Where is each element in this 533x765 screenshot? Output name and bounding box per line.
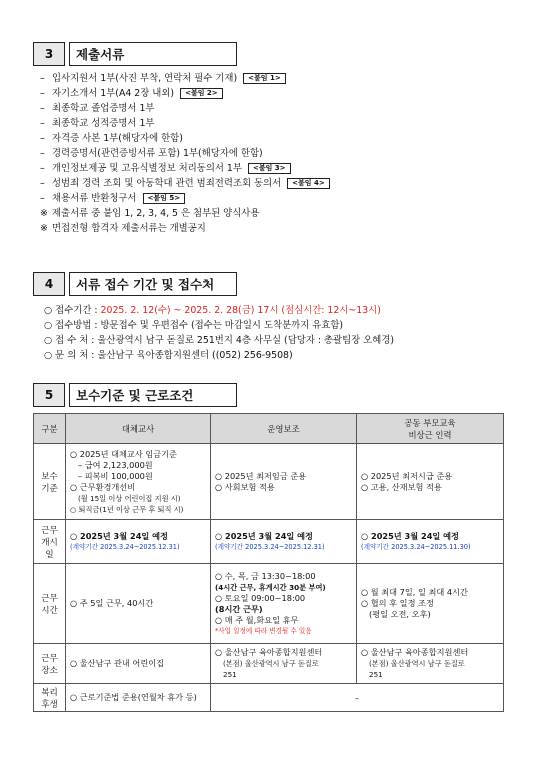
list-item: [40, 116, 510, 131]
list-bullet: –: [40, 178, 45, 189]
cell-line: (8시간 근무): [215, 603, 263, 614]
header-operation-assistant: 운영보조: [211, 414, 357, 444]
start-col1: [66, 520, 211, 564]
cell-line: ○ 울산남구 육아종합지원센터: [361, 647, 469, 657]
section-4-number: 4: [33, 272, 65, 296]
cell-line: ○ 월 최대 7일, 일 최대 4시간: [361, 587, 468, 597]
application-contact: ○ 문 의 처 : 울산남구 육아종합지원센터 ((052) 256-9508): [44, 350, 293, 361]
hours-col3: [357, 564, 504, 644]
row-label-line: 복리: [41, 687, 58, 698]
section-3-number: 3: [33, 42, 65, 66]
cell-line: ○ 2025년 대체교사 임금기준: [70, 448, 177, 459]
list-bullet: –: [40, 88, 45, 99]
section-5-number: 5: [33, 383, 65, 407]
list-item-text: 입사지원서 1부(사진 부착, 연락처 필수 기재): [52, 73, 238, 84]
list-item: [40, 221, 510, 236]
row-label-line: 시간: [41, 605, 58, 616]
table-row: [34, 644, 504, 684]
cell-line: *사업 일정에 따라 변경될 수 있음: [215, 626, 312, 635]
list-item-text: 제출서류 중 붙임 1, 2, 3, 4, 5 은 첨부된 양식사용: [52, 208, 260, 219]
list-item-text: 자기소개서 1부(A4 2장 내외): [52, 88, 175, 99]
list-item: [40, 71, 510, 86]
row-label-pay: [34, 444, 66, 520]
row-label-hours: [34, 564, 66, 644]
cell-line: ○ 2025년 3월 24일 예정: [215, 530, 313, 541]
cell-line: 251: [223, 670, 237, 679]
application-method: ○ 접수방법 : 방문접수 및 우편접수 (접수는 마감일시 도착분까지 유효함): [44, 320, 344, 331]
cell-line: (계약기간 2025.3.24~2025.11.30): [361, 542, 471, 551]
pay-col2: [211, 444, 357, 520]
cell-line: ○ 2025년 3월 24일 예정: [70, 530, 168, 541]
row-label-welfare: [34, 684, 66, 712]
list-item-text: 최종학교 졸업증명서 1부: [52, 103, 155, 114]
cell-line: 251: [369, 670, 383, 679]
list-item-text: 성범죄 경력 조회 및 아동학대 관련 범죄전력조회 동의서: [52, 178, 282, 189]
period-value: 2025. 2. 12(수) ~ 2025. 2. 28(금) 17시 (점심시간: 12시~13시): [100, 305, 381, 316]
cell-line: ○ 주 5일 근무, 40시간: [70, 598, 154, 608]
cell-line: (본점) 울산광역시 남구 돋질로: [223, 659, 319, 668]
cell-line: ○ 고용, 산재보험 적용: [361, 481, 442, 492]
list-bullet: –: [40, 163, 45, 174]
cell-line: ○ 토요일 09:00~18:00: [215, 592, 306, 603]
row-label-line: 후생: [41, 699, 58, 710]
list-item: [40, 161, 510, 176]
section-4-header: [33, 272, 237, 296]
cell-line: (계약기간 2025.3.24~2025.12.31): [215, 542, 325, 551]
list-bullet: ※: [40, 208, 48, 219]
list-bullet: –: [40, 118, 45, 129]
welfare-col1: [66, 684, 211, 712]
attachment-tag: <붙임 4>: [287, 178, 330, 189]
row-label-line: 보수: [41, 471, 58, 482]
row-label-line: 장소: [41, 665, 58, 676]
table-row: [34, 444, 504, 520]
section-4-title: 서류 접수 기간 및 접수처: [69, 272, 237, 296]
required-documents-list: [40, 71, 510, 236]
cell-line: ○ 퇴직금(1년 이상 근무 후 퇴직 시): [70, 504, 184, 514]
row-label-place: [34, 644, 66, 684]
row-label-line: 근무: [41, 525, 58, 536]
cell-line: ○ 2025년 최저시급 준용: [361, 470, 453, 481]
header-parent-education: [357, 414, 504, 444]
cell-line: (본점) 울산광역시 남구 돋질로: [369, 659, 465, 668]
table-row: [34, 564, 504, 644]
list-item-text: 자격증 사본 1부(해당자에 한함): [52, 133, 183, 144]
section-5-title: 보수기준 및 근로조건: [69, 383, 237, 407]
cell-line: ○ 근무환경개선비: [70, 481, 136, 492]
cell-line: – 피복비 100,000원: [78, 470, 153, 481]
cell-line: (월 15일 이상 어린이집 지원 시): [78, 493, 181, 503]
list-bullet: –: [40, 133, 45, 144]
pay-col3: [357, 444, 504, 520]
row-label-line: 근무: [41, 653, 58, 664]
cell-line: (4시간 근무, 휴게시간 30분 부여): [215, 582, 326, 592]
cell-line: ○ 수, 목, 금 13:30~18:00: [215, 570, 316, 581]
application-place: ○ 접 수 처 : 울산광역시 남구 돋질로 251번지 4층 사무실 (담당자 : 총괄팀장 오혜경): [44, 335, 395, 346]
list-bullet: –: [40, 73, 45, 84]
list-item-text: 채용서류 반환청구서: [52, 193, 137, 204]
cell-line: ○ 2025년 3월 24일 예정: [361, 530, 459, 541]
cell-line: (평일 오전, 오후): [369, 609, 431, 619]
place-col2: [211, 644, 357, 684]
place-col3: [357, 644, 504, 684]
row-label-line: 개시: [41, 537, 58, 548]
list-item-text: 면접전형 합격자 제출서류는 개별공지: [52, 223, 206, 234]
cell-line: (계약기간 2025.3.24~2025.12.31): [70, 542, 180, 551]
place-col1: [66, 644, 211, 684]
section-3-title: 제출서류: [69, 42, 237, 66]
period-label: ○ 접수기간 :: [44, 305, 101, 316]
list-item: [40, 101, 510, 116]
welfare-col2-3: –: [211, 684, 504, 712]
hours-col1: [66, 564, 211, 644]
list-item: [40, 86, 510, 101]
cell-line: ○ 사회보험 적용: [215, 481, 275, 492]
list-item: [40, 191, 510, 206]
table-header-row: [34, 414, 504, 444]
attachment-tag: <붙임 5>: [143, 193, 186, 204]
cell-line: ○ 근로기준법 준용(연월차 휴가 등): [70, 692, 197, 702]
section-3-header: [33, 42, 237, 66]
row-label-line: 기준: [41, 483, 58, 494]
list-item-text: 경력증명서(관련증빙서류 포함) 1부(해당자에 한함): [52, 148, 263, 159]
table-row: [34, 684, 504, 712]
cell-line: ○ 매 주 월,화요일 휴무: [215, 614, 299, 625]
cell-line: ○ 2025년 최저임금 준용: [215, 470, 307, 481]
list-bullet: –: [40, 148, 45, 159]
list-item: [40, 206, 510, 221]
row-label-line: 일: [45, 549, 54, 560]
list-item-text: 개인정보제공 및 고유식별정보 처리동의서 1부: [52, 163, 242, 174]
working-conditions-table: [33, 413, 504, 712]
list-item: [40, 146, 510, 161]
attachment-tag: <붙임 3>: [248, 163, 291, 174]
header-col3-line2: 비상근 인력: [408, 429, 452, 440]
start-col2: [211, 520, 357, 564]
cell-line: ○ 울산남구 육아종합지원센터: [215, 647, 323, 657]
pay-col1: [66, 444, 211, 520]
table-row: [34, 520, 504, 564]
list-item: [40, 131, 510, 146]
hours-col2: [211, 564, 357, 644]
list-bullet: ※: [40, 223, 48, 234]
header-substitute-teacher: 대체교사: [66, 414, 211, 444]
list-bullet: –: [40, 103, 45, 114]
header-category: 구분: [34, 414, 66, 444]
row-label-start: [34, 520, 66, 564]
list-bullet: –: [40, 193, 45, 204]
header-col3-line1: 공동 부모교육: [404, 417, 456, 428]
list-item-text: 최종학교 성적증명서 1부: [52, 118, 155, 129]
row-label-line: 근무: [41, 593, 58, 604]
attachment-tag: <붙임 1>: [243, 73, 286, 84]
section-5-header: [33, 383, 237, 407]
attachment-tag: <붙임 2>: [180, 88, 223, 99]
cell-line: ○ 협의 후 일정 조정: [361, 598, 434, 608]
start-col3: [357, 520, 504, 564]
cell-line: ○ 울산남구 관내 어린이집: [70, 658, 165, 668]
list-item: [40, 176, 510, 191]
application-period: [44, 303, 514, 318]
application-info: [44, 303, 514, 363]
cell-line: – 급여 2,123,000원: [78, 459, 153, 470]
